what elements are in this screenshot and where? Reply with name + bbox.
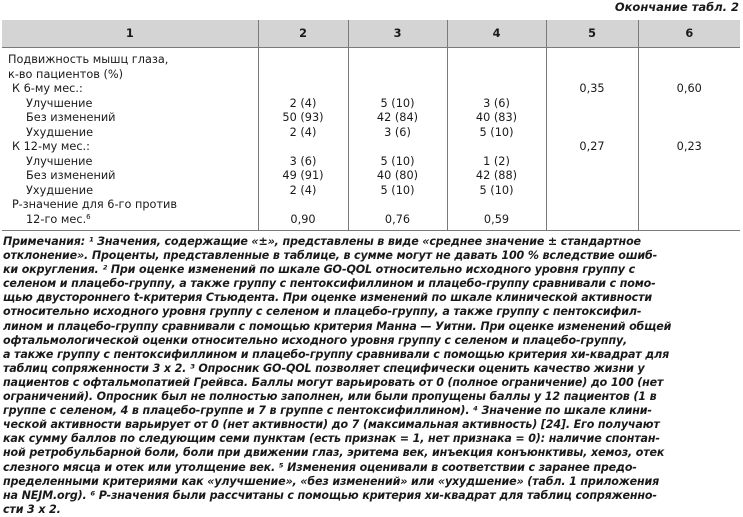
row-label: Подвижность мышц глаза, (8, 53, 169, 66)
notes-line: щью двустороннего t-критерия Стьюдента. При оценке изменений по шкале клинической активности (3, 291, 652, 305)
notes-line: группе с селеном, 4 в плацебо-группе и 7 в группе с пентоксифиллином). ⁴ Значение по шкале клини- (3, 404, 652, 418)
notes-line: Примечания: ¹ Значения, содержащие «±», представлены в виде «среднее значение ± стандартное (3, 235, 641, 248)
table-value: 0,27 (579, 140, 605, 153)
table-value: 42 (84) (376, 111, 419, 124)
table-header-row (2, 20, 740, 48)
table-value: 5 (10) (380, 96, 415, 110)
footnote-marker: 6 (86, 212, 91, 221)
table-value: 5 (10) (380, 154, 415, 168)
table-value: 40 (83) (475, 111, 518, 124)
header-col-3: 3 (348, 20, 447, 48)
p-value-5-cell (546, 48, 638, 231)
notes-line: как сумму баллов по следующим семи пунктам (есть признак = 1, нет признака = 0): наличие спонтан- (3, 432, 660, 446)
table-value: 5 (10) (380, 183, 415, 197)
table-value: 3 (6) (289, 154, 317, 168)
table-value: 0,76 (384, 212, 411, 226)
row-label: Ухудшение (26, 183, 94, 197)
table-value: 0,60 (676, 82, 702, 95)
notes-line: ческой активности варьирует от 0 (нет активности) до 7 (максимальная активность) [24]. Его получают (3, 418, 660, 432)
row-label: Улучшение (26, 154, 93, 168)
row-label: к-во пациентов (%) (8, 67, 124, 81)
row-label: Улучшение (26, 96, 93, 110)
group-2-cell (258, 48, 348, 231)
group-3-cell (348, 48, 447, 231)
row-labels-cell (2, 48, 258, 231)
table-value: 0,23 (676, 140, 702, 153)
row-label: К 12-му мес.: (12, 140, 90, 153)
p-value-6-cell (638, 48, 740, 231)
row-label: P-значение для 6-го против (12, 198, 178, 211)
row-label: Без изменений (26, 111, 116, 124)
header-col-1: 1 (2, 20, 258, 48)
table-value: 0,90 (290, 212, 316, 226)
notes-line: селеном и плацебо-группу, а также группу с пентоксифиллином и плацебо-группу сравнивали с помо- (3, 277, 656, 291)
row-label: К 6-му мес.: (12, 82, 83, 95)
table-value: 40 (80) (376, 169, 419, 182)
notes-line: таблиц сопряженности 3 х 2. ³ Опросник GO-QOL позволяет специфически оценить качество жизни у (3, 361, 645, 375)
header-col-6: 6 (638, 20, 740, 48)
notes-line: отклонение». Проценты, представленные в таблице, в сумме могут не давать 100 % вследствие ошиб- (3, 249, 658, 263)
header-col-5: 5 (546, 20, 638, 48)
group-4-cell (447, 48, 546, 231)
notes-line: сти 3 х 2. (3, 502, 61, 516)
table-value: 2 (4) (289, 125, 317, 139)
table-value: 5 (10) (479, 183, 514, 197)
notes-line: на NEJM.org). ⁶ P-значения были рассчитаны с помощью критерия хи-квадрат для таблиц сопряженно- (3, 488, 657, 502)
table-caption: Окончание табл. 2 (614, 0, 739, 14)
notes-line: слезного мясца и отек или утолщение век. ⁵ Изменения оценивали в соответствии с заранее предо- (3, 460, 637, 474)
table-value: 2 (4) (289, 183, 317, 197)
notes-line: а также группу с пентоксифиллином и плацебо-группу сравнивали с помощью критерия хи-квадрат для (3, 347, 670, 361)
notes-line: офтальмологической оценки относительно исходного уровня группу с селеном и плацебо-группу, (3, 333, 628, 347)
row-label: Без изменений (26, 169, 116, 182)
table-value: 1 (2) (483, 154, 510, 168)
table-row (2, 48, 740, 231)
notes-line: пределенными критериями как «улучшение», «без изменений» или «ухудшение» (табл. 1 приложения (3, 474, 660, 488)
table-value: 2 (4) (289, 96, 317, 110)
notes-line: относительно исходного уровня группу с селеном и плацебо-группу, а также группу с пентоксифил- (3, 305, 642, 319)
notes-line: ной ретробульбарной боли, боли при движении глаз, эритема век, инъекция конъюнктивы, хемоз, отек (3, 446, 665, 460)
row-label: Ухудшение (26, 125, 94, 139)
table-value: 49 (91) (282, 169, 324, 182)
table-value: 0,35 (579, 82, 605, 95)
header-col-2: 2 (258, 20, 348, 48)
table-value: 50 (93) (282, 111, 324, 124)
row-label: 12-го мес.$^6$ (26, 212, 91, 226)
table-value: 42 (88) (475, 169, 518, 182)
table-value: 3 (6) (483, 96, 510, 110)
header-col-4: 4 (447, 20, 546, 48)
table-value: 3 (6) (384, 125, 411, 139)
table-value: 5 (10) (479, 125, 514, 139)
table-value: 0,59 (483, 212, 510, 226)
notes-line: ки округления. ² При оценке изменений по шкале GO-QOL относительно исходного уровня группу с (3, 263, 635, 277)
notes-line: ограничений). Опросник был не полностью заполнен, или были пропущены баллы у 12 пациентов (1 в (3, 390, 657, 404)
results-table (2, 20, 740, 231)
table-notes (3, 235, 741, 517)
notes-line: пациентов с офтальмопатией Грейвса. Баллы могут варьировать от 0 (полное ограничение) до 100 (нет (3, 375, 664, 389)
notes-line: лином и плацебо-группу сравнивали с помощью критерия Манна — Уитни. При оценке изменений общей (3, 319, 672, 333)
